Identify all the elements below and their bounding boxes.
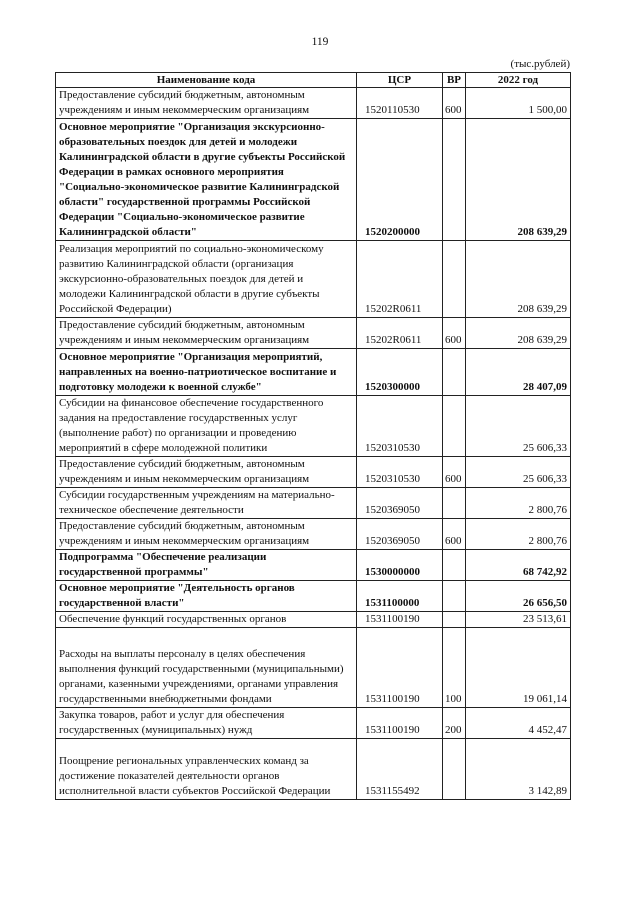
row-csr-cell xyxy=(357,88,443,119)
row-sum-text: 28 407,09 xyxy=(523,381,567,393)
row-csr-cell xyxy=(357,739,443,800)
table-row xyxy=(56,396,571,457)
row-vr-cell xyxy=(443,739,466,800)
row-sum-text: 26 656,50 xyxy=(523,597,567,609)
row-sum-cell xyxy=(466,739,571,800)
row-csr-text: 1531100000 xyxy=(365,597,420,609)
row-csr-text: 1531155492 xyxy=(365,785,420,797)
row-csr-text: 1531100190 xyxy=(365,724,420,736)
row-sum-cell xyxy=(466,88,571,119)
row-sum-cell xyxy=(466,457,571,488)
table-row xyxy=(56,349,571,396)
row-csr-text: 1520369050 xyxy=(365,504,420,516)
row-csr-cell xyxy=(357,550,443,581)
row-csr-text: 1531100190 xyxy=(365,693,420,705)
row-csr-text: 1520300000 xyxy=(365,381,420,393)
row-vr-cell xyxy=(443,488,466,519)
row-name-cell xyxy=(56,488,357,519)
row-csr-cell xyxy=(357,612,443,628)
row-sum-cell xyxy=(466,628,571,708)
table-row xyxy=(56,550,571,581)
row-sum-text: 3 142,89 xyxy=(528,785,567,797)
row-vr-cell xyxy=(443,396,466,457)
row-sum-cell xyxy=(466,396,571,457)
row-csr-cell xyxy=(357,349,443,396)
row-name-cell xyxy=(56,708,357,739)
row-sum-cell xyxy=(466,488,571,519)
table-row xyxy=(56,739,571,800)
unit-label: (тыс.рублей) xyxy=(510,58,570,70)
row-vr-cell xyxy=(443,457,466,488)
row-csr-cell xyxy=(357,628,443,708)
row-csr-text: 15202R0611 xyxy=(365,334,422,346)
table-row xyxy=(56,241,571,318)
page-number: 119 xyxy=(311,36,329,48)
header-vr: ВР xyxy=(443,73,466,88)
row-vr-cell xyxy=(443,241,466,318)
row-name-text: Предоставление субсидий бюджетным, автономным учреждениям и иным некоммерческим организациям xyxy=(59,319,310,346)
row-sum-text: 2 800,76 xyxy=(528,504,567,516)
row-csr-cell xyxy=(357,318,443,349)
row-name-cell xyxy=(56,396,357,457)
row-csr-cell xyxy=(357,396,443,457)
row-name-text: Субсидии государственным учреждениям на материально- техническое обеспечение деятельности xyxy=(59,489,335,516)
row-csr-text: 1520369050 xyxy=(365,535,420,547)
row-sum-cell xyxy=(466,581,571,612)
row-vr-cell xyxy=(443,628,466,708)
row-name-cell xyxy=(56,612,357,628)
row-vr-cell xyxy=(443,612,466,628)
row-sum-text: 2 800,76 xyxy=(528,535,567,547)
row-name-cell xyxy=(56,318,357,349)
row-sum-text: 25 606,33 xyxy=(523,442,567,454)
row-sum-cell xyxy=(466,318,571,349)
row-sum-text: 4 452,47 xyxy=(528,724,567,736)
row-csr-cell xyxy=(357,519,443,550)
row-vr-text: 600 xyxy=(445,535,462,547)
row-sum-text: 208 639,29 xyxy=(517,334,567,346)
row-vr-text: 600 xyxy=(445,334,462,346)
row-csr-cell xyxy=(357,241,443,318)
row-name-cell xyxy=(56,457,357,488)
row-sum-text: 208 639,29 xyxy=(517,226,567,238)
row-name-cell xyxy=(56,519,357,550)
row-csr-cell xyxy=(357,581,443,612)
row-csr-text: 15202R0611 xyxy=(365,303,422,315)
row-name-cell xyxy=(56,550,357,581)
row-name-cell xyxy=(56,119,357,241)
row-sum-text: 25 606,33 xyxy=(523,473,567,485)
row-sum-text: 23 513,61 xyxy=(523,613,567,625)
row-csr-text: 1520110530 xyxy=(365,104,420,116)
row-vr-cell xyxy=(443,550,466,581)
row-sum-text: 19 061,14 xyxy=(523,693,567,705)
row-csr-cell xyxy=(357,708,443,739)
table-row xyxy=(56,628,571,708)
row-name-text: Основное мероприятие "Деятельность органов государственной власти" xyxy=(59,582,295,609)
row-name-text: Поощрение региональных управленческих команд за достижение показателей деятельности органов исполнительной власти субъектов Российской Федерации xyxy=(59,755,331,797)
row-vr-cell xyxy=(443,119,466,241)
row-sum-text: 1 500,00 xyxy=(528,104,567,116)
row-name-cell xyxy=(56,349,357,396)
row-name-cell xyxy=(56,628,357,708)
row-csr-text: 1520200000 xyxy=(365,226,420,238)
table-body xyxy=(56,88,571,800)
row-name-text: Основное мероприятие "Организация экскурсионно- образовательных поездок для детей и молодежи Калининградской области в другие субъекты Российской Федерации в рамках основного мероприятия "Социально-экономическое развитие Калининградской области" государственной программы Российской Федерации "Социально-экономическое развитие Калининградской области" xyxy=(59,121,346,238)
row-sum-text: 68 742,92 xyxy=(523,566,567,578)
header-sum: 2022 год xyxy=(466,73,571,88)
row-sum-cell xyxy=(466,119,571,241)
row-sum-cell xyxy=(466,349,571,396)
row-vr-cell xyxy=(443,349,466,396)
row-name-text: Подпрограмма "Обеспечение реализации государственной программы" xyxy=(59,551,267,578)
header-name: Наименование кода xyxy=(56,73,357,88)
row-name-text: Реализация мероприятий по социально-экономическому развитию Калининградской области (организация экскурсионно-образовательных поездок для детей и молодежи Калининградской области в другие субъекты Российской Федерации) xyxy=(59,243,324,315)
budget-table xyxy=(55,72,571,800)
table-row xyxy=(56,488,571,519)
row-csr-text: 1520310530 xyxy=(365,442,420,454)
row-sum-cell xyxy=(466,519,571,550)
row-name-text: Расходы на выплаты персоналу в целях обеспечения выполнения функций государственными (муниципальными) органами, казенными учреждениями, органами управления государственными внебюджетными фондами xyxy=(59,648,344,705)
row-vr-cell xyxy=(443,318,466,349)
row-name-cell xyxy=(56,241,357,318)
row-csr-text: 1520310530 xyxy=(365,473,420,485)
row-sum-text: 208 639,29 xyxy=(517,303,567,315)
table-header-row xyxy=(56,73,571,88)
table-row xyxy=(56,119,571,241)
table-row xyxy=(56,88,571,119)
row-vr-cell xyxy=(443,519,466,550)
row-csr-text: 1530000000 xyxy=(365,566,420,578)
row-csr-cell xyxy=(357,119,443,241)
row-vr-text: 200 xyxy=(445,724,462,736)
row-name-cell xyxy=(56,88,357,119)
row-name-text: Основное мероприятие "Организация мероприятий, направленных на военно-патриотическое воспитание и подготовку молодежи к военной службе" xyxy=(59,351,337,393)
row-vr-text: 600 xyxy=(445,473,462,485)
table-row xyxy=(56,318,571,349)
row-name-cell xyxy=(56,739,357,800)
row-name-text: Предоставление субсидий бюджетным, автономным учреждениям и иным некоммерческим организациям xyxy=(59,458,310,485)
row-vr-text: 600 xyxy=(445,104,462,116)
row-sum-cell xyxy=(466,241,571,318)
row-name-text: Закупка товаров, работ и услуг для обеспечения государственных (муниципальных) нужд xyxy=(59,709,285,736)
row-vr-cell xyxy=(443,581,466,612)
row-vr-cell xyxy=(443,708,466,739)
row-sum-cell xyxy=(466,708,571,739)
header-csr: ЦСР xyxy=(357,73,443,88)
row-sum-cell xyxy=(466,612,571,628)
row-name-text: Предоставление субсидий бюджетным, автономным учреждениям и иным некоммерческим организациям xyxy=(59,89,310,116)
table-row xyxy=(56,612,571,628)
row-name-text: Субсидии на финансовое обеспечение государственного задания на предоставление государственных услуг (выполнение работ) по организации и проведению мероприятий в сфере молодежной политики xyxy=(59,397,324,454)
row-csr-text: 1531100190 xyxy=(365,613,420,625)
row-name-text: Предоставление субсидий бюджетным, автономным учреждениям и иным некоммерческим организациям xyxy=(59,520,310,547)
row-vr-text: 100 xyxy=(445,693,462,705)
row-csr-cell xyxy=(357,457,443,488)
table-row xyxy=(56,708,571,739)
table-row xyxy=(56,457,571,488)
row-csr-cell xyxy=(357,488,443,519)
table-row xyxy=(56,581,571,612)
row-vr-cell xyxy=(443,88,466,119)
row-sum-cell xyxy=(466,550,571,581)
row-name-cell xyxy=(56,581,357,612)
table-row xyxy=(56,519,571,550)
row-name-text: Обеспечение функций государственных органов xyxy=(59,613,287,625)
